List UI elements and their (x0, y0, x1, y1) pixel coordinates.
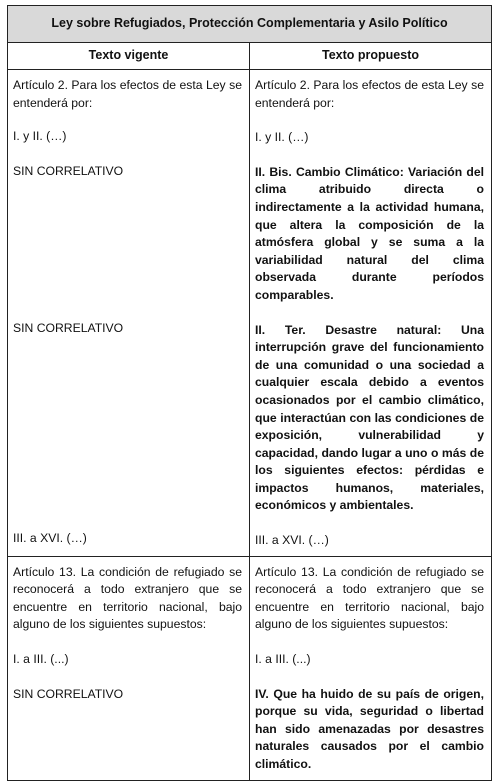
article-13-intro: Artículo 13. La condición de refugiado se reconocerá a todo extranjero que se encuentre en territorio nacional, bajo alguno de los siguientes supuestos: (13, 564, 242, 632)
table-title: Ley sobre Refugiados, Protección Complementaria y Asilo Político (8, 6, 492, 43)
fraction-ii-bis-climate-change: II. Bis. Cambio Climático: Variación del clima atribuido directa o indirectamente a la actividad humana, que altera la composición de la atmósfera global y se suma a la variabilidad natural del clima observada durante períodos comparables. (255, 164, 484, 302)
fractions-i-ii: I. y II. (…) (13, 129, 67, 143)
fractions-iii-xvi: III. a XVI. (…) (13, 530, 87, 545)
article-2-intro: Artículo 2. Para los efectos de esta Ley se entenderá por: (255, 78, 484, 110)
article-2-intro: Artículo 2. Para los efectos de esta Ley se entenderá por: (13, 78, 242, 110)
current-text-cell (8, 556, 250, 780)
no-correlative-text: SIN CORRELATIVO (13, 320, 124, 335)
fractions-i-iii: I. a III. (...) (13, 652, 69, 667)
current-text-cell (8, 70, 250, 557)
fractions-i-ii: I. y II. (…) (255, 130, 309, 145)
fraction-iv-climate-refugee: IV. Que ha huido de su país de origen, porque su vida, seguridad o libertad han sido amenazadas por desastres naturales causados por el cambio climático. (255, 686, 484, 771)
table-row (8, 556, 492, 780)
no-correlative-text: SIN CORRELATIVO (13, 163, 124, 178)
no-correlative-text: SIN CORRELATIVO (13, 686, 124, 701)
table-header-row (8, 43, 492, 70)
proposed-text-cell (250, 556, 492, 780)
column-header-current: Texto vigente (8, 43, 250, 70)
fractions-iii-xvi: III. a XVI. (…) (255, 533, 329, 548)
fractions-i-iii: I. a III. (...) (255, 652, 311, 667)
fraction-ii-ter-natural-disaster: II. Ter. Desastre natural: Una interrupción grave del funcionamiento de una comunidad o una sociedad a cualquier escala debido a eventos ocasionados por el cambio climático, que interactúan con las condiciones de exposición, vulnerabilidad y capacidad, dando lugar a uno o más de los siguientes efectos: pérdidas e impactos humanos, materiales, económicos y ambientales. (255, 322, 484, 513)
article-13-intro: Artículo 13. La condición de refugiado se reconocerá a todo extranjero que se encuentre en territorio nacional, bajo alguno de los siguientes supuestos: (255, 564, 484, 632)
comparison-document (7, 5, 491, 781)
comparison-table (7, 5, 492, 781)
table-title-row (8, 6, 492, 43)
table-row (8, 70, 492, 557)
column-header-proposed: Texto propuesto (250, 43, 492, 70)
proposed-text-cell (250, 70, 492, 557)
